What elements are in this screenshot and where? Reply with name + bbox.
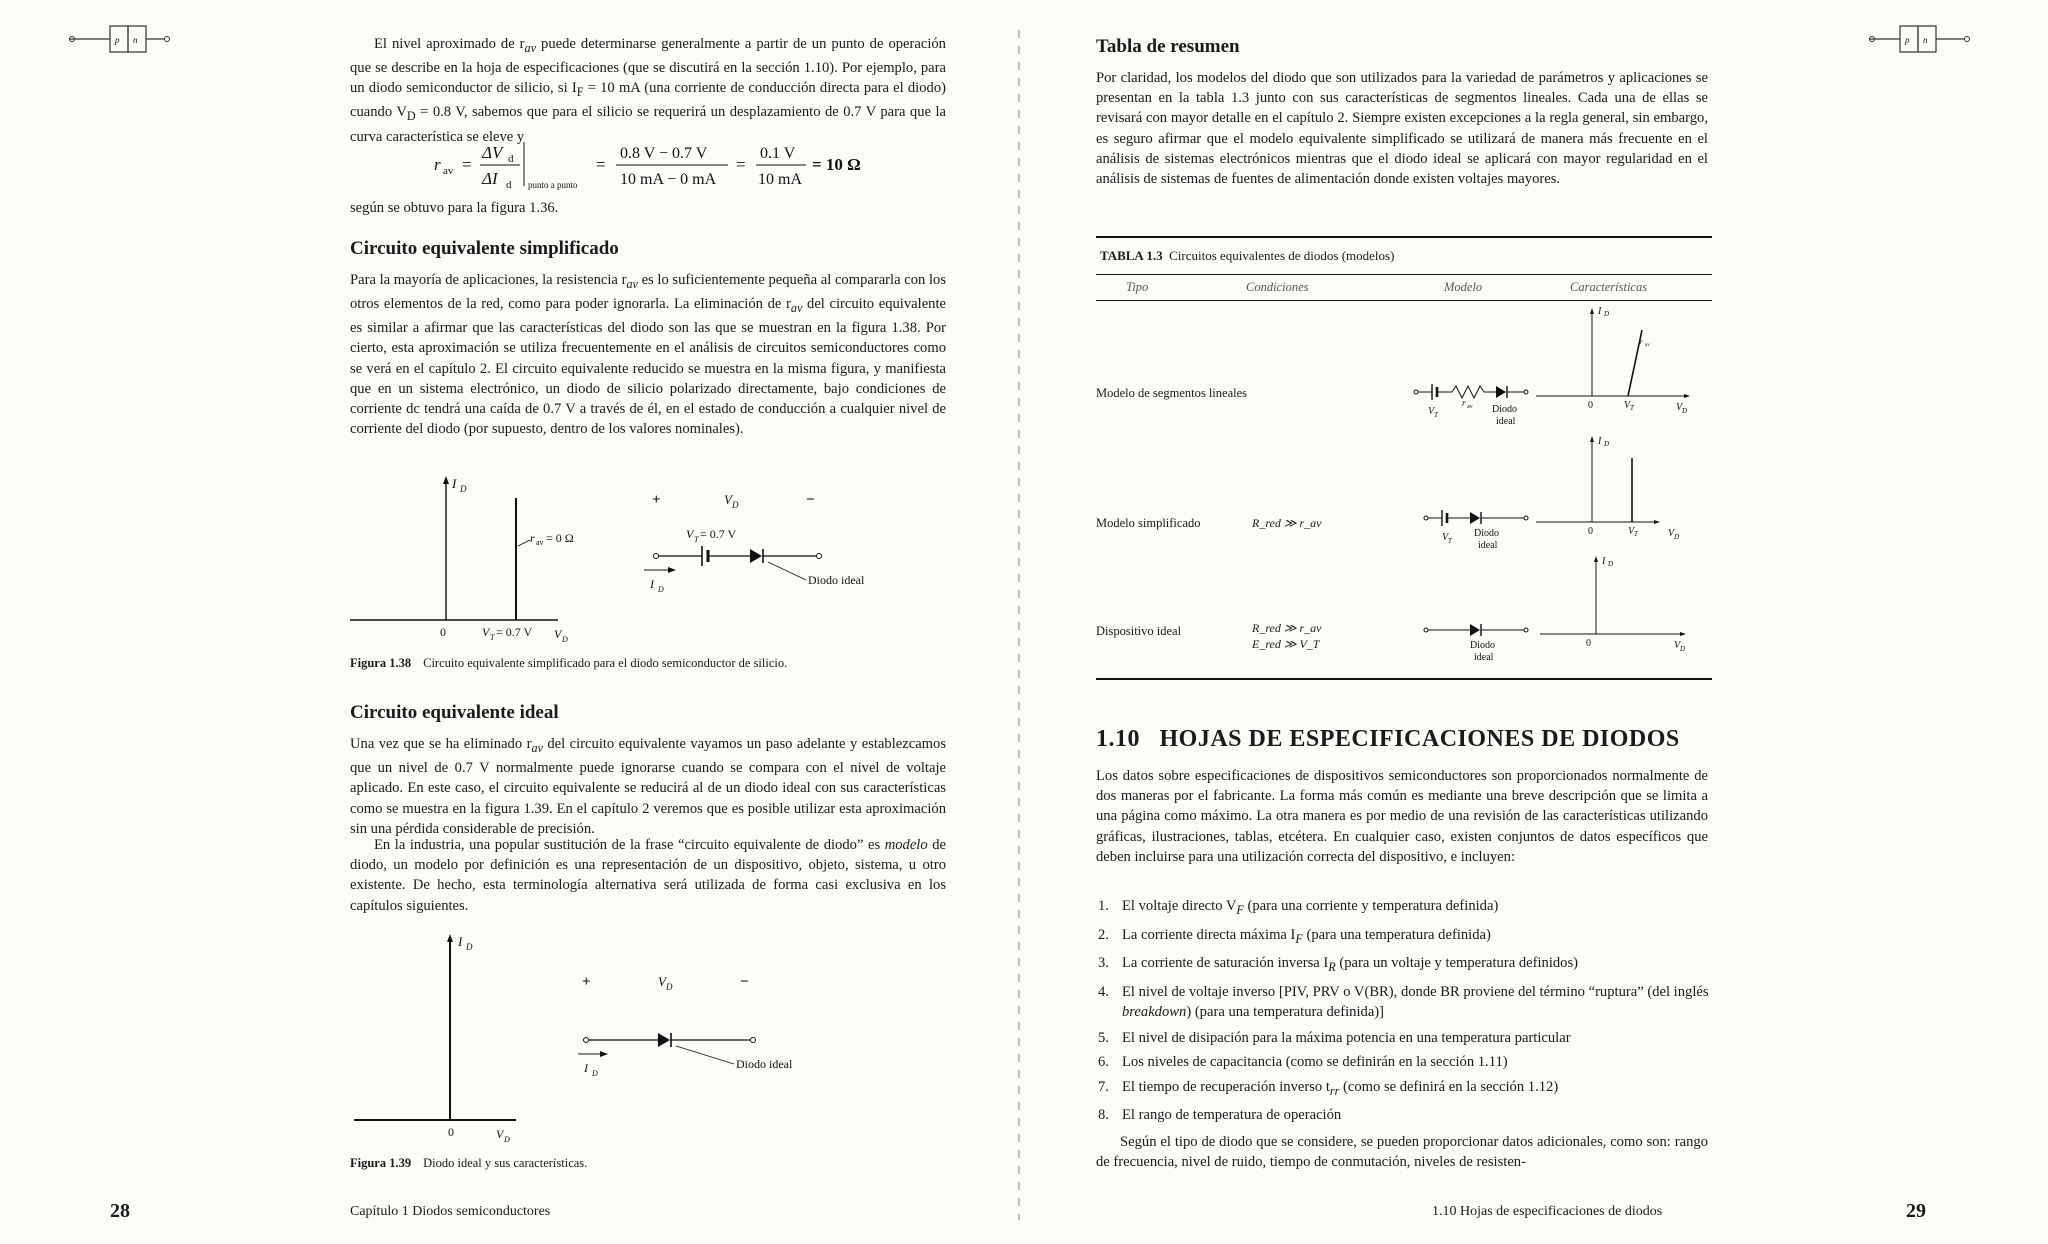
after-equation-text: según se obtuvo para la figura 1.36. [350, 200, 559, 216]
svg-text:=: = [596, 155, 606, 174]
section-heading: 1.10 HOJAS DE ESPECIFICACIONES DE DIODOS [1096, 726, 1680, 752]
svg-text:D: D [460, 484, 467, 494]
right-page [1024, 0, 2048, 1244]
svg-text:ideal: ideal [1496, 416, 1516, 427]
svg-text:V: V [1428, 406, 1435, 417]
svg-text:0.1 V: 0.1 V [760, 145, 796, 162]
heading-summary-table: Tabla de resumen [1096, 36, 1240, 57]
pn-junction-logo-right [1870, 24, 1970, 54]
svg-text:r: r [434, 155, 441, 174]
model-paragraph: En la industria, una popular sustitución de la frase “circuito equivalente de diodo” es modelo de diodo, un modelo por definición es una representación de un dispositivo, objeto, sistema, u otro existente. De hecho, esta terminología alternativa será utilizada de forma casi exclusiva en los capítulos siguientes. [350, 837, 946, 914]
table-title: TABLA 1.3 Circuitos equivalentes de diodos (modelos) [1100, 248, 1395, 263]
logo-p: p [115, 35, 120, 45]
spec-list [1098, 894, 1710, 1128]
svg-text:T: T [1630, 404, 1634, 412]
svg-text:r: r [1462, 398, 1466, 408]
svg-text:I: I [452, 476, 457, 491]
logo-n: n [133, 35, 138, 45]
svg-text:D: D [1674, 533, 1680, 541]
svg-text:p: p [1905, 35, 1910, 45]
svg-text:D: D [1682, 407, 1688, 415]
svg-text:d: d [508, 153, 514, 165]
svg-text:V: V [482, 625, 490, 639]
caption-figure-1-38: Figura 1.38 Circuito equivalente simplificado para el diodo semiconductor de silicio. [350, 656, 788, 670]
svg-text:= 10 Ω: = 10 Ω [812, 155, 861, 174]
svg-text:Diodo: Diodo [1492, 404, 1517, 415]
svg-text:D: D [1604, 440, 1610, 448]
svg-text:V: V [686, 527, 694, 541]
svg-text:T: T [1434, 411, 1438, 419]
caption-figure-1-39: Figura 1.39 Diodo ideal y sus características. [350, 1156, 588, 1170]
rav-equation [430, 138, 880, 198]
svg-text:D: D [732, 500, 739, 510]
pn-junction-logo-left [70, 24, 170, 54]
table-1-3: TABLA 1.3 Circuitos equivalentes de diodos (modelos) Tipo Condiciones Modelo Características Modelo de segmentos lineales Modelo simplificado R_red ≫ r_av Dispositivo ideal R_red ≫ r_av E_red ≫ V_T V T r av Diodo ideal I D r av 0 V T V D V T Diodo ideal I D 0 V T V D Diodo ideal I D 0 V D [1096, 236, 1712, 686]
svg-text:av: av [1467, 404, 1473, 410]
svg-text:V: V [1442, 532, 1449, 543]
svg-text:V: V [658, 974, 666, 989]
svg-text:av: av [536, 538, 544, 547]
section-paragraph: Los datos sobre especificaciones de dispositivos semiconductores son proporcionados normalmente de dos maneras por el fabricante. La forma más común es mediante una breve descripción que se limita a una página como máximo. La otra manera es por medio de una revisión de las características utilizando gráficas, ilustraciones, tablas, etcétera. En cualquier caso, existen conjuntos de datos específicos que deben incluirse para una utilización correcta del dispositivo, e incluyen: [1096, 768, 1708, 865]
svg-text:V: V [1668, 528, 1675, 539]
svg-text:Diodo: Diodo [1474, 528, 1499, 539]
svg-text:D: D [562, 635, 568, 644]
svg-text:I: I [650, 577, 654, 591]
table-row-simplified-condition: R_red ≫ r_av [1252, 516, 1322, 530]
svg-text:Diodo ideal: Diodo ideal [808, 573, 865, 587]
figure-1-39 [340, 930, 900, 1144]
svg-text:ΔV: ΔV [482, 143, 503, 162]
svg-text:V: V [1676, 402, 1683, 413]
svg-text:= 0 Ω: = 0 Ω [546, 531, 574, 545]
svg-text:=: = [736, 155, 746, 174]
svg-text:ideal: ideal [1478, 540, 1498, 551]
svg-text:−: − [740, 974, 749, 990]
table-drawings [1096, 300, 1712, 686]
svg-text:−: − [806, 492, 815, 508]
svg-text:T: T [1634, 530, 1638, 538]
svg-text:d: d [506, 179, 512, 191]
svg-text:D: D [1680, 645, 1686, 653]
page-number-right: 29 [1906, 1200, 1926, 1222]
svg-text:D: D [466, 942, 473, 952]
svg-text:punto a punto: punto a punto [528, 180, 578, 190]
svg-text:D: D [504, 1135, 510, 1144]
intro-paragraph: El nivel aproximado de $r_{av}$ puede determinarse generalmente a partir de un punto de operación que se describe en la hoja de especificaciones (que se discutirá en la sección 1.10). Por ejemplo, para un diodo semiconductor de silicio, si $I_F = 10$ mA (una corriente de conducción directa para el diodo) cuando $V_D = 0.8$ V, sabemos que para el silicio se requerirá un desplazamiento de 0.7 V para que la curva característica se eleve y [350, 36, 946, 145]
svg-text:I: I [1598, 436, 1602, 447]
svg-text:I: I [1602, 556, 1606, 567]
svg-text:av: av [443, 165, 454, 177]
svg-text:V: V [1628, 526, 1635, 537]
svg-text:0: 0 [1588, 526, 1593, 537]
svg-text:+: + [652, 492, 661, 508]
svg-text:D: D [1608, 560, 1614, 568]
list-item: 8. El rango de temperatura de operación [1098, 1107, 1342, 1124]
svg-text:= 0.7 V: = 0.7 V [496, 625, 533, 639]
svg-text:0: 0 [1586, 638, 1591, 649]
ideal-circuit-paragraph: Una vez que se ha eliminado $r_{av}$ del circuito equivalente vayamos un paso adelante y establezcamos que un nivel de 0.7 V normalmente puede ignorarse cuando se compara con el nivel de voltaje aplicado. En este caso, el circuito equivalente se reducirá al de un diodo ideal con sus características como se muestra en la figura 1.39. En el capítulo 2 veremos que es posible utilizar esta aproximación sin una pérdida considerable de precisión. [350, 736, 946, 837]
list-item: 5. El nivel de disipación para la máxima potencia en una temperatura particular [1098, 1029, 1571, 1046]
svg-text:T: T [490, 633, 495, 642]
list-item: 6. Los niveles de capacitancia (como se definirán en la sección 1.11) [1098, 1054, 1508, 1071]
footer-right: 1.10 Hojas de especificaciones de diodos [1432, 1204, 1663, 1219]
svg-text:D: D [592, 1069, 598, 1078]
svg-text:=: = [462, 155, 472, 174]
svg-text:av: av [1645, 343, 1650, 348]
list-item: 4. El nivel de voltaje inverso [PIV, PRV o V(BR), donde BR proviene del término “ruptura” (del inglés breakdown) (para una temperatura definida)] [1098, 983, 1709, 1020]
svg-text:n: n [1923, 35, 1928, 45]
svg-text:I: I [1598, 306, 1602, 317]
svg-text:r: r [1640, 338, 1643, 346]
summary-paragraph: Por claridad, los modelos del diodo que son utilizados para la variedad de parámetros y aplicaciones se presentan en la tabla 1.3 junto con sus características de segmentos lineales. Cada una de ellas se revisará con mayor detalle en el capítulo 2. Siempre existen excepciones a la regla general, sin embargo, es seguro afirmar que el modelo equivalente simplificado se utilizará de manera más frecuente en el análisis de sistemas electrónicos mientras que el diodo ideal se aplicará con mayor regularidad en el análisis de sistemas de fuentes de alimentación donde existen voltajes mayores. [1096, 70, 1708, 188]
svg-text:D: D [658, 585, 664, 594]
diode-symbol [658, 1033, 670, 1047]
svg-text:0: 0 [1588, 400, 1593, 411]
footer-left: Capítulo 1 Diodos semiconductores [350, 1204, 551, 1219]
table-row-linear: Modelo de segmentos lineales [1096, 386, 1248, 400]
svg-text:D: D [666, 982, 673, 992]
list-item: 1. El voltaje directo $V_F$ (para una corriente y temperatura definida) [1098, 898, 1499, 917]
simplified-circuit-paragraph: Para la mayoría de aplicaciones, la resistencia $r_{av}$ es lo suficientemente pequeña al compararla con los otros elementos de la red, como para poder ignorarla. La eliminación de $r_{av}$ del circuito equivalente es similar a afirmar que las características del diodo son las que se muestran en la figura 1.38. Por cierto, esta aproximación se utiliza frecuentemente en el análisis de circuitos semiconductores como se verá en el capítulo 2. El circuito equivalente reducido se muestra en la misma figura, y manifiesta que en un sistema electrónico, un diodo de silicio polarizado directamente, bajo condiciones de corriente dc tendrá una caída de 0.7 V a través de él, en el estado de conducción a cualquier nivel de corriente del diodo (por supuesto, dentro de los valores nominales). [350, 272, 947, 438]
svg-text:V: V [1624, 400, 1631, 411]
svg-text:10 mA: 10 mA [758, 171, 802, 188]
svg-text:T: T [694, 535, 699, 544]
list-item: 7. El tiempo de recuperación inverso $t_{rr}$ (como se definirá en la sección 1.12) [1098, 1078, 1559, 1098]
svg-text:D: D [1604, 310, 1610, 318]
svg-text:= 0.7 V: = 0.7 V [700, 527, 737, 541]
svg-text:V: V [724, 492, 732, 507]
svg-text:V: V [496, 1127, 504, 1141]
svg-text:+: + [582, 974, 591, 990]
svg-text:0: 0 [448, 1125, 454, 1139]
heading-simplified-circuit: Circuito equivalente simplificado [350, 238, 619, 259]
page-number-left: 28 [110, 1200, 130, 1222]
svg-text:r: r [530, 531, 535, 545]
table-row-ideal: Dispositivo ideal [1096, 624, 1182, 638]
svg-text:I: I [584, 1061, 588, 1075]
svg-text:I: I [458, 934, 463, 949]
final-paragraph: Según el tipo de diodo que se considere, se pueden proporcionar datos adicionales, como son: rango de frecuencia, nivel de ruido, tiempo de conmutación, niveles de resisten- [1096, 1134, 1708, 1171]
svg-text:0.8 V − 0.7 V: 0.8 V − 0.7 V [620, 145, 708, 162]
table-row-simplified: Modelo simplificado [1096, 516, 1201, 530]
svg-text:Diodo: Diodo [1470, 640, 1495, 651]
figure-1-38 [340, 470, 900, 650]
list-item: 3. La corriente de saturación inversa $I_R$ (para un voltaje y temperatura definidos) [1098, 955, 1579, 974]
diode-symbol [750, 549, 762, 563]
svg-text:V: V [1674, 640, 1681, 651]
svg-text:0: 0 [440, 625, 446, 639]
table-row-ideal-condition: R_red ≫ r_av E_red ≫ V_T [1252, 621, 1322, 651]
svg-text:Diodo ideal: Diodo ideal [736, 1057, 793, 1071]
left-page [0, 0, 1020, 1244]
svg-text:T: T [1448, 537, 1452, 545]
heading-ideal-circuit: Circuito equivalente ideal [350, 702, 559, 723]
svg-text:ideal: ideal [1474, 652, 1494, 663]
list-item: 2. La corriente directa máxima $I_F$ (para una temperatura definida) [1098, 926, 1491, 946]
svg-text:ΔI: ΔI [482, 169, 498, 188]
svg-text:V: V [554, 627, 562, 641]
svg-text:10 mA − 0 mA: 10 mA − 0 mA [620, 171, 717, 188]
page-gutter [1018, 30, 1020, 1220]
